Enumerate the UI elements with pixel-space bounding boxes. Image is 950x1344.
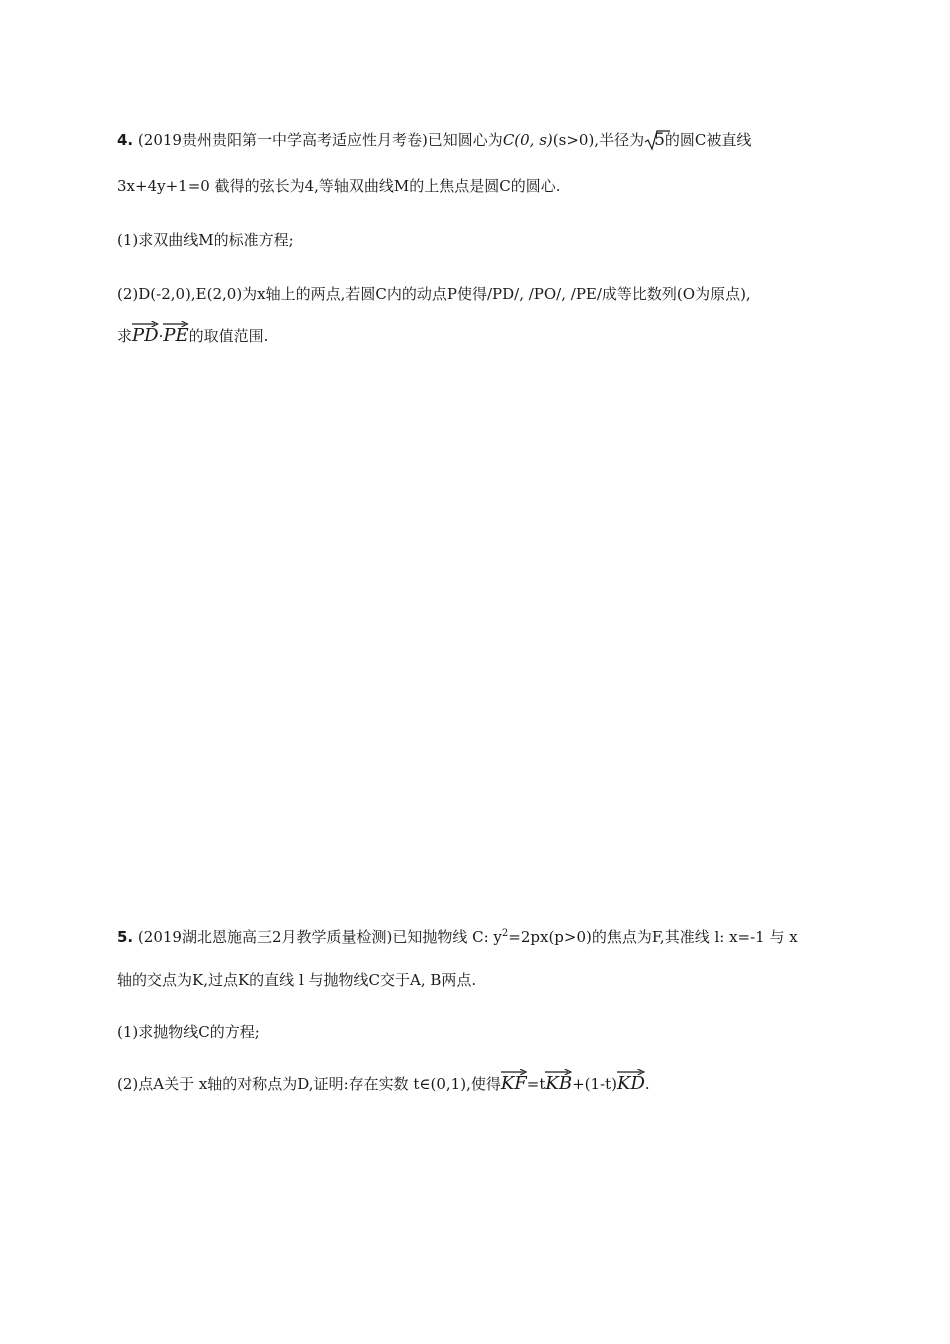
q4-source: (2019贵州贵阳第一中学高考适应性月考卷)已知圆心为	[137, 131, 503, 149]
q5-part2	[117, 1074, 650, 1094]
dot-operator: ·	[158, 327, 164, 345]
q5-part2-a: (2)点A关于 x轴的对称点为D,证明:存在实数 t∈(0,1),使得	[117, 1075, 501, 1093]
q4-cond: (s>0)	[552, 131, 595, 149]
vector-pe: PE	[163, 326, 188, 346]
q5-line1	[117, 924, 798, 947]
q4-center: C(0, s)	[502, 131, 553, 149]
q5-line1-a: (2019湖北恩施高三2月教学质量检测)已知抛物线 C: y	[137, 928, 502, 946]
q4-number: 4.	[117, 131, 134, 149]
q4-part2-line2	[117, 326, 268, 346]
q4-radical-value: 5	[654, 130, 665, 150]
q5-plus: +(1-t)	[572, 1075, 618, 1093]
q5-number: 5.	[117, 928, 134, 946]
q4-part2-suffix: 的取值范围.	[188, 327, 269, 345]
q5-eq: =t	[526, 1075, 546, 1093]
q4-line1-end: 的圆C被直线	[664, 131, 752, 149]
q5-part1: (1)求抛物线C的方程;	[117, 1023, 260, 1041]
sqrt-symbol	[644, 130, 665, 150]
q5-exponent: 2	[501, 928, 509, 939]
vector-kd: KD	[617, 1074, 645, 1094]
q4-line1	[117, 130, 751, 150]
q4-part2-prefix: 求	[117, 327, 133, 345]
q5-line2: 轴的交点为K,过点K的直线 l 与抛物线C交于A, B两点.	[117, 971, 477, 989]
q4-mid: ,半径为	[594, 131, 645, 149]
q5-end: .	[644, 1075, 650, 1093]
vector-kf: KF	[501, 1074, 527, 1094]
q4-part2-line1: (2)D(-2,0),E(2,0)为x轴上的两点,若圆C内的动点P使得/PD/, /PO/, /PE/成等比数列(O为原点),	[117, 285, 751, 303]
vector-pd: PD	[132, 326, 159, 346]
q4-part1: (1)求双曲线M的标准方程;	[117, 231, 294, 249]
q5-line1-b: =2px(p>0)的焦点为F,其准线 l: x=-1 与 x	[508, 928, 798, 946]
q4-line2: 3x+4y+1=0 截得的弦长为4,等轴双曲线M的上焦点是圆C的圆心.	[117, 177, 561, 195]
vector-kb: KB	[545, 1074, 572, 1094]
